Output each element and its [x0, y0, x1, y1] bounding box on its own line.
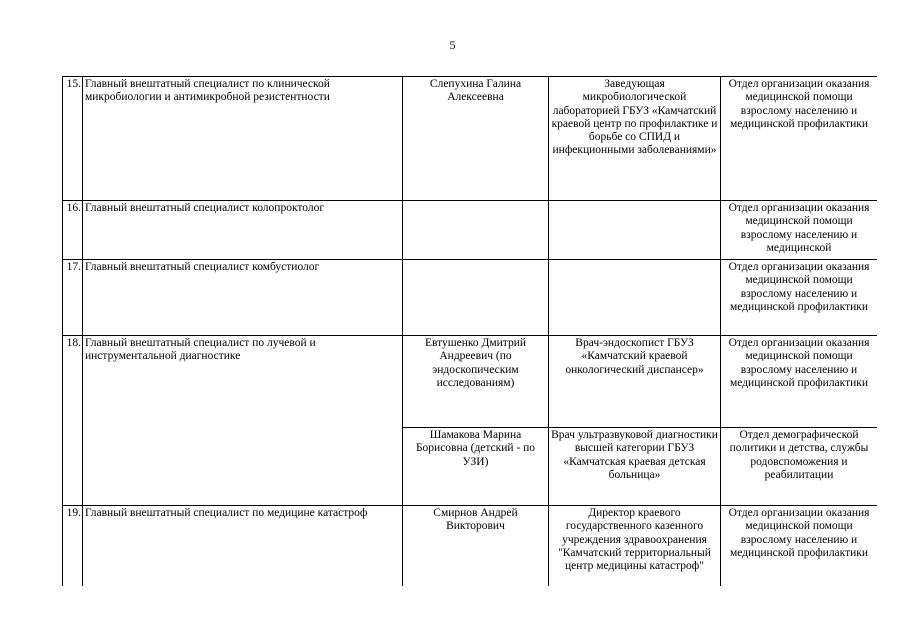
specialist-position: Врач ультразвуковой диагностики высшей категории ГБУЗ «Камчатская краевая детская больница»: [549, 428, 721, 506]
row-number: 17.: [63, 260, 83, 336]
specialist-name: Смирнов Андрей Викторович: [403, 506, 549, 587]
row-number: 16.: [63, 201, 83, 260]
responsible-department: Отдел организации оказания медицинской помощи взрослому населению и медицинской профилактики: [721, 336, 878, 428]
table-row: [63, 506, 878, 587]
specialist-name: [403, 260, 549, 336]
row-number: 19.: [63, 506, 83, 587]
specialist-position: Врач-эндоскопист ГБУЗ «Камчатский краевой онкологический диспансер»: [549, 336, 721, 428]
specialist-position: Заведующая микробиологической лабораторией ГБУЗ «Камчатский краевой центр по профилактике и борьбе со СПИД и инфекционными заболеваниями»: [549, 77, 721, 201]
specialist-title: Главный внештатный специалист колопроктолог: [83, 201, 403, 260]
specialist-position: [549, 260, 721, 336]
table-row: [63, 201, 878, 260]
specialist-title: Главный внештатный специалист комбустиолог: [83, 260, 403, 336]
responsible-department: Отдел организации оказания медицинской помощи взрослому населению и медицинской профилактики: [721, 506, 878, 587]
table-row: [63, 260, 878, 336]
responsible-department: Отдел демографической политики и детства, службы родовспоможения и реабилитации: [721, 428, 878, 506]
specialist-title: Главный внештатный специалист по клинической микробиологии и антимикробной резистентности: [83, 77, 403, 201]
table-row: [63, 77, 878, 201]
responsible-department: Отдел организации оказания медицинской помощи взрослому населению и медицинской профилактики: [721, 77, 878, 201]
specialist-position: [549, 201, 721, 260]
specialist-position: Директор краевого государственного казенного учреждения здравоохранения "Камчатский территориальный центр медицины катастроф": [549, 506, 721, 587]
specialists-table-wrapper: [62, 76, 877, 586]
specialist-title: Главный внештатный специалист по медицине катастроф: [83, 506, 403, 587]
specialist-name: [403, 201, 549, 260]
specialist-title: Главный внештатный специалист по лучевой и инструментальной диагностике: [83, 336, 403, 506]
responsible-department: Отдел организации оказания медицинской помощи взрослому населению и медицинской профилактики: [721, 260, 878, 336]
row-number: 15.: [63, 77, 83, 201]
table-row: [63, 336, 878, 428]
specialist-name: Евтушенко Дмитрий Андреевич (по эндоскопическим исследованиям): [403, 336, 549, 428]
specialists-table: [62, 76, 877, 586]
specialist-name: Слепухина Галина Алексеевна: [403, 77, 549, 201]
row-number: 18.: [63, 336, 83, 506]
specialist-name: Шамакова Марина Борисовна (детский - по УЗИ): [403, 428, 549, 506]
responsible-department: Отдел организации оказания медицинской помощи взрослому населению и медицинской: [721, 201, 878, 260]
page-number: 5: [449, 38, 456, 52]
